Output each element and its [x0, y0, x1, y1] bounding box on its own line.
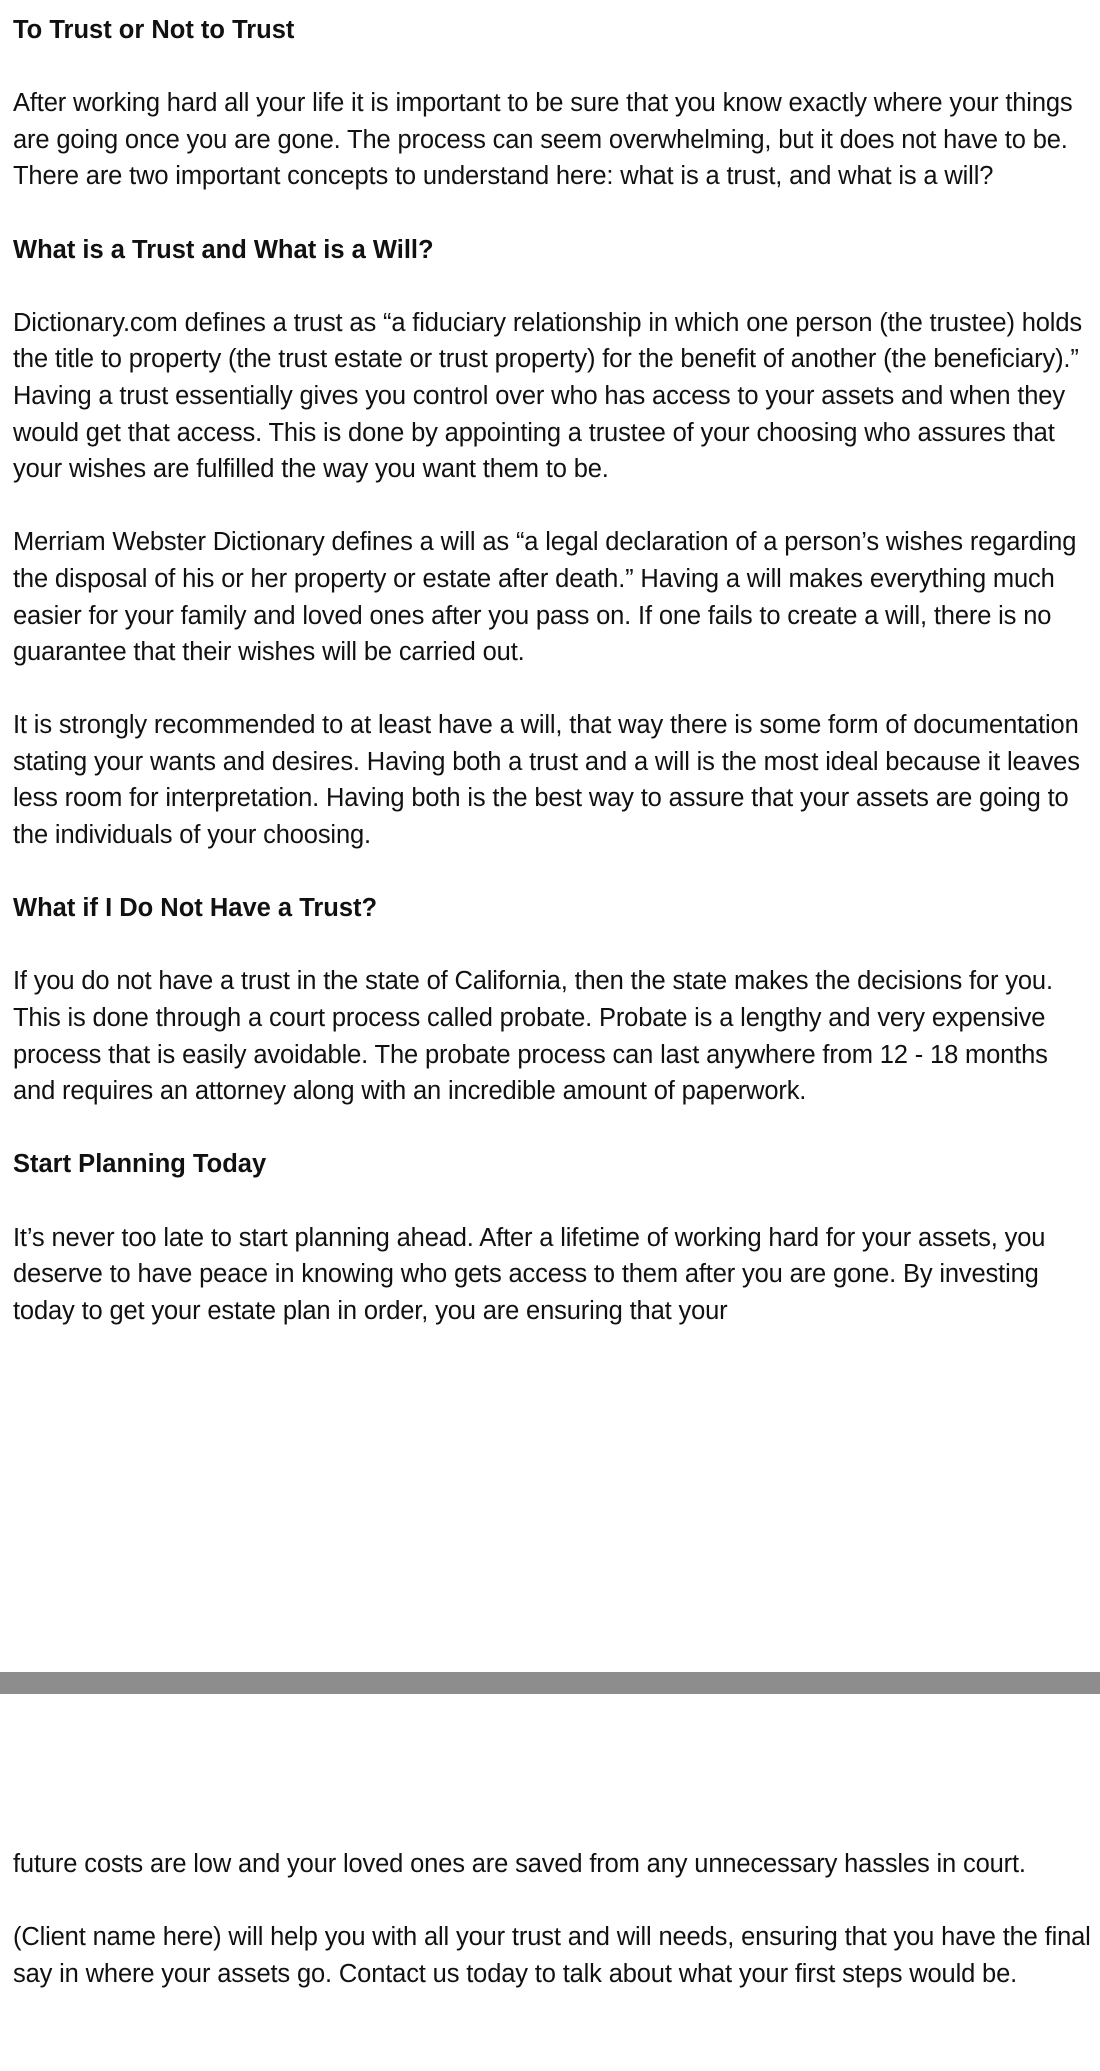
section-heading-no-trust: What if I Do Not Have a Trust?: [13, 894, 378, 923]
document-title: To Trust or Not to Trust: [13, 16, 295, 44]
section-heading-start-planning: Start Planning Today: [13, 1150, 267, 1179]
page-break-divider: [0, 1672, 1100, 1694]
trust-definition-paragraph: Dictionary.com defines a trust as “a fiduciary relationship in which one person (the trustee) holds the title to property (the trust estate or trust property) for the benefit of another (the beneficiary).” Having a trust essentially gives you control over who has access to your assets and when they would get that access. This is done by appointing a trustee of your choosing who assures that your wishes are fulfilled the way you want them to be.: [13, 308, 1082, 484]
client-contact-paragraph: (Client name here) will help you with all your trust and will needs, ensuring that you have the final say in where your assets go. Contact us today to talk about what your first steps would be.: [13, 1923, 1091, 1988]
section-heading-trust-and-will: What is a Trust and What is a Will?: [13, 235, 434, 264]
intro-paragraph: After working hard all your life it is important to be sure that you know exactly where your things are going once you are gone. The process can seem overwhelming, but it does not have to be. There are two important concepts to understand here: what is a trust, and what is a will?: [13, 89, 1073, 191]
planning-paragraph-part-1: It’s never too late to start planning ahead. After a lifetime of working hard for your assets, you deserve to have peace in knowing who gets access to them after you are gone. By investing today to get your estate plan in order, you are ensuring that your: [13, 1223, 1046, 1325]
probate-paragraph: If you do not have a trust in the state of California, then the state makes the decisions for you. This is done through a court process called probate. Probate is a lengthy and very expensive process that is easily avoidable. The probate process can last anywhere from 12 - 18 months and requires an attorney along with an incredible amount of paperwork.: [13, 967, 1053, 1106]
recommendation-paragraph: It is strongly recommended to at least have a will, that way there is some form of documentation stating your wants and desires. Having both a trust and a will is the most ideal because it leaves less room for interpretation. Having both is the best way to assure that your assets are going to the individuals of your choosing.: [13, 711, 1080, 850]
planning-paragraph-part-2: future costs are low and your loved ones are saved from any unnecessary hassles in court.: [13, 1850, 1026, 1878]
page-1-content: [13, 12, 1093, 1329]
page-2-content: [13, 1846, 1093, 1992]
will-definition-paragraph: Merriam Webster Dictionary defines a will as “a legal declaration of a person’s wishes regarding the disposal of his or her property or estate after death.” Having a will makes everything much easier for your family and loved ones after you pass on. If one fails to create a will, there is no guarantee that their wishes will be carried out.: [13, 528, 1077, 667]
document-page-2: [0, 1694, 1100, 2071]
